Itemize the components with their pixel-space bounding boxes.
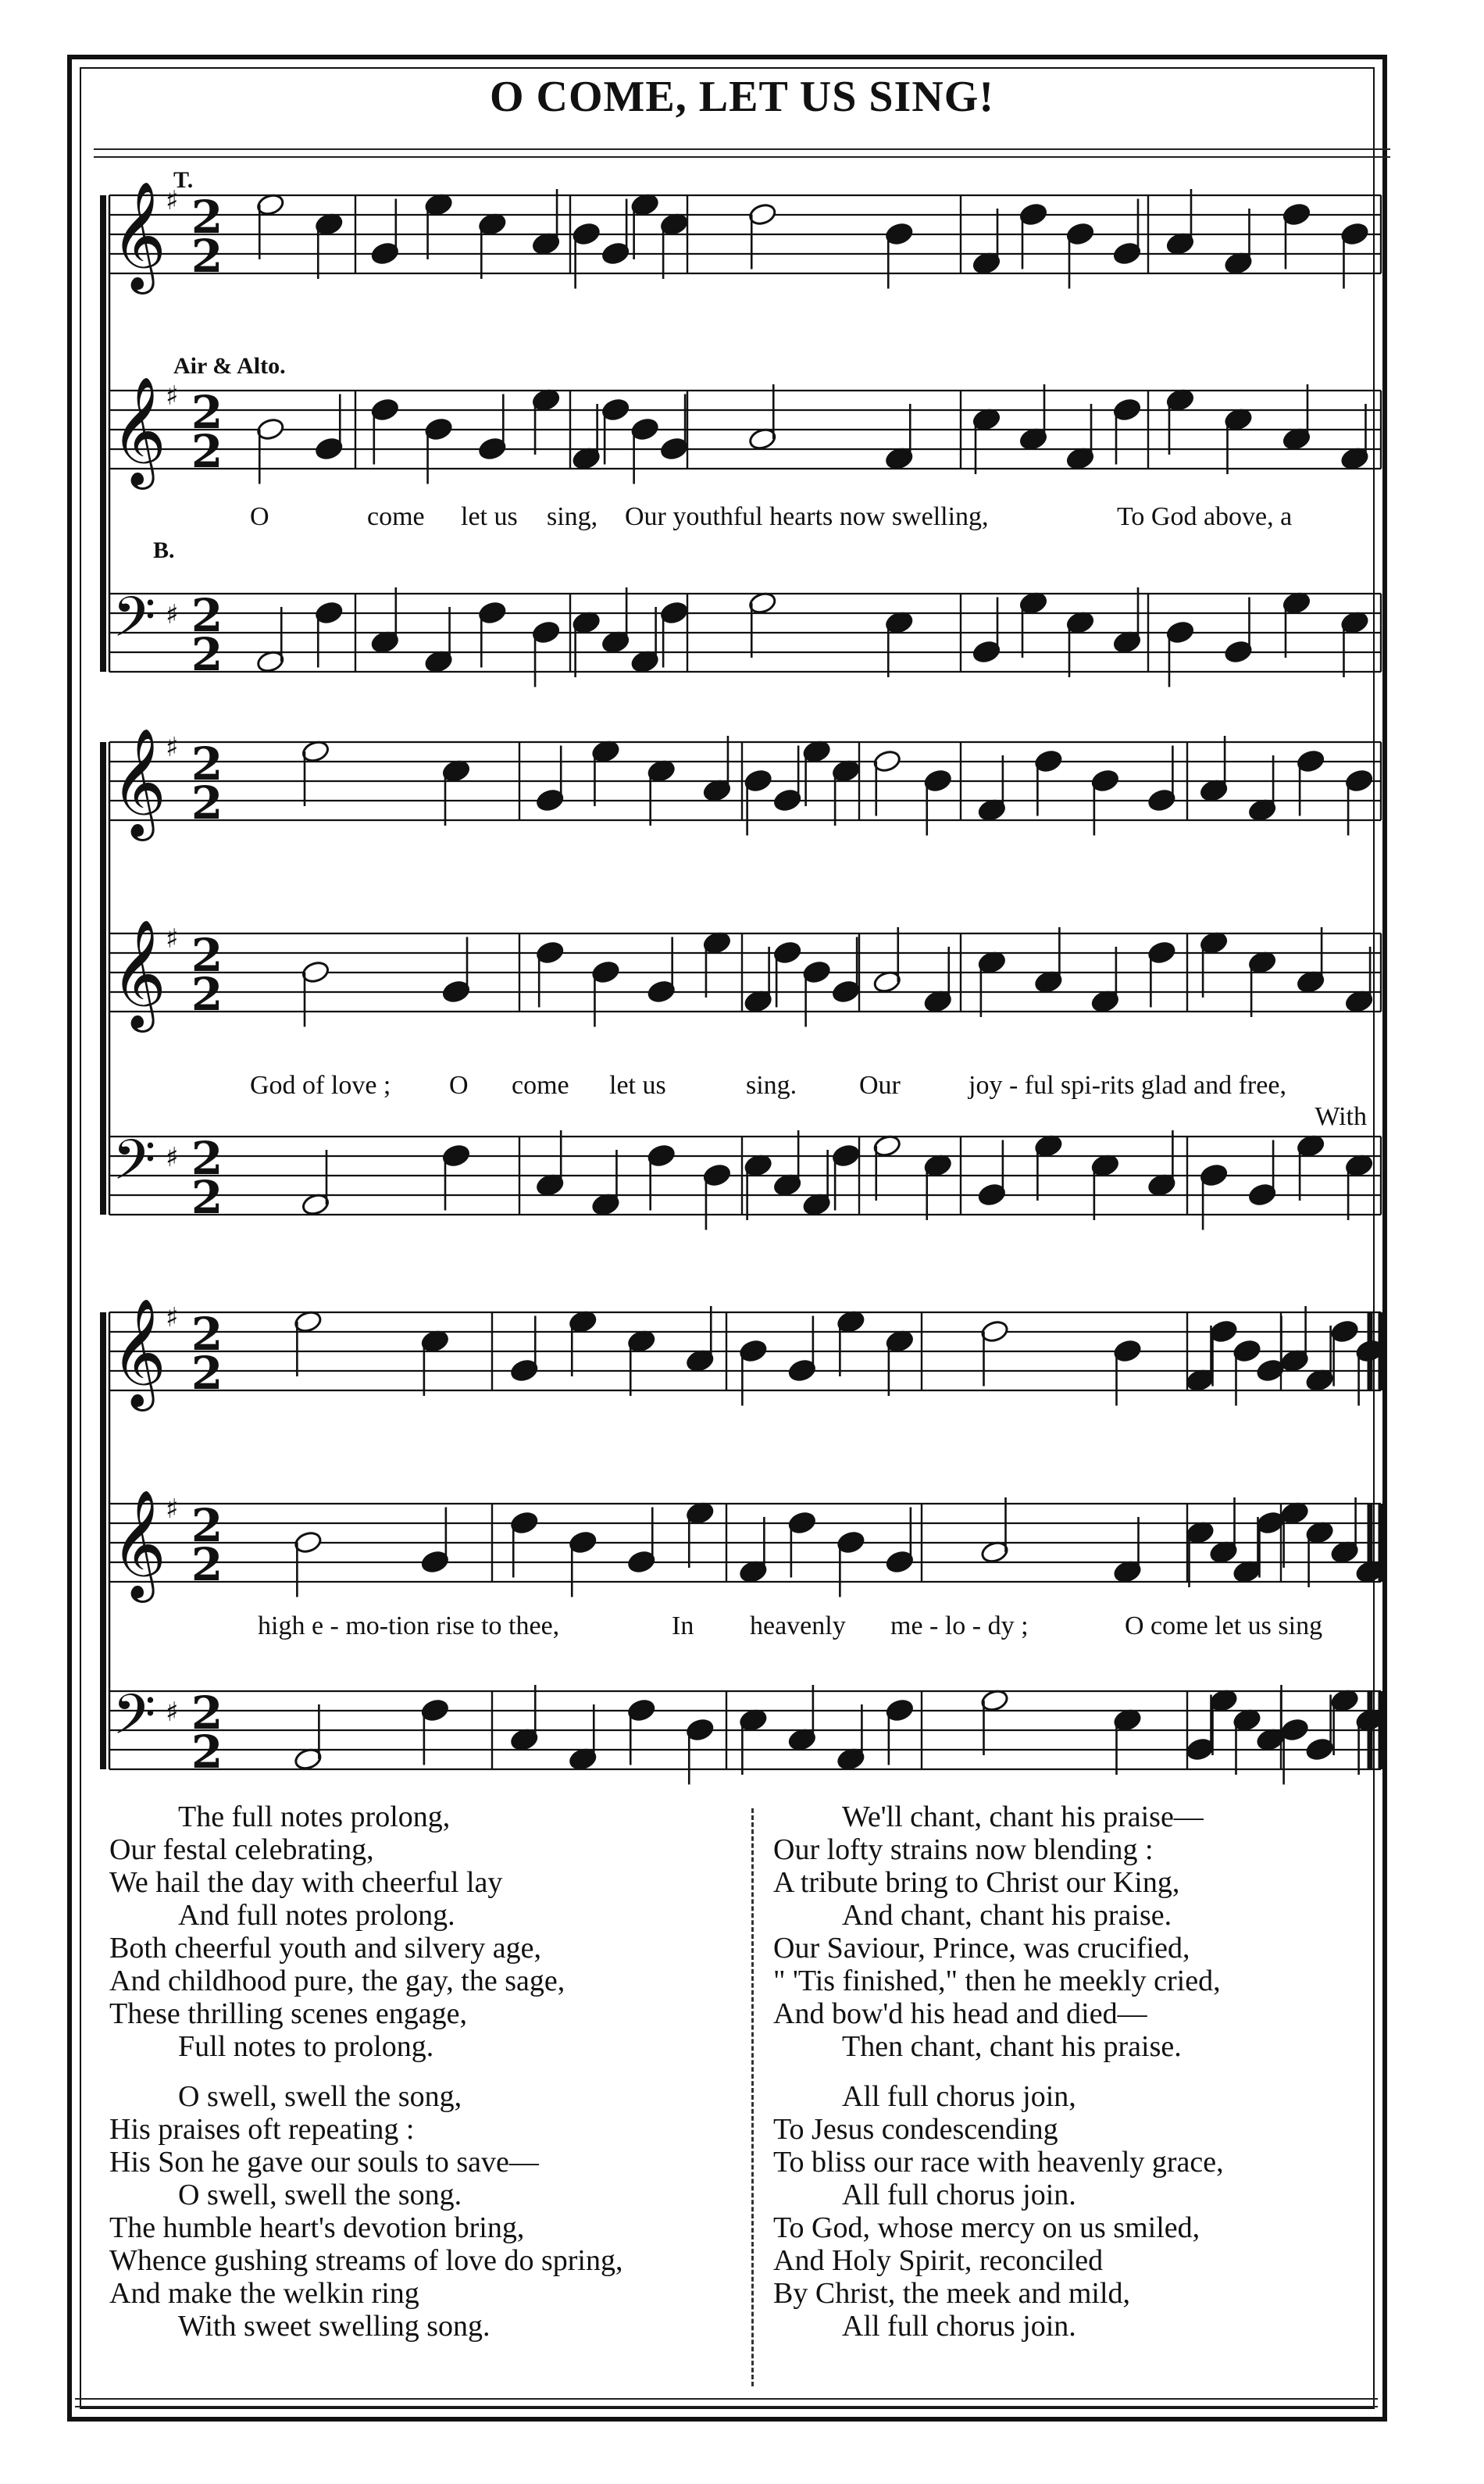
time-signature-bottom: 2 (191, 1726, 223, 1779)
lyric-word: To God above, a (1117, 502, 1293, 531)
verse-line: All full chorus join. (842, 2310, 1076, 2343)
treble-clef-icon: 𝄞 (111, 1490, 166, 1598)
verse-line: His Son he gave our souls to save— (109, 2146, 539, 2179)
verse-line: All full chorus join. (842, 2179, 1076, 2211)
verse-column-right (773, 1801, 1414, 2360)
lyric-word: O (250, 502, 269, 531)
verse-line: And full notes prolong. (178, 1899, 455, 1932)
time-signature-top: 2 (191, 1686, 223, 1740)
lyric-word: In (672, 1611, 694, 1640)
stanza (773, 2080, 1414, 2343)
stanza (773, 1801, 1414, 2063)
time-signature-bottom: 2 (191, 1347, 223, 1400)
time-signature-bottom: 2 (191, 776, 223, 830)
bass-clef-icon: 𝄢 (112, 585, 156, 663)
verse-line: The full notes prolong, (178, 1801, 451, 1833)
verse-line: Our festal celebrating, (109, 1833, 374, 1866)
sharp-icon: ♯ (166, 1142, 179, 1173)
lyric-word: Our youthful hearts now swelling, (625, 502, 989, 531)
sharp-icon: ♯ (166, 1302, 179, 1333)
lyric-word: let us (461, 502, 518, 531)
verse-line: A tribute bring to Christ our King, (773, 1866, 1180, 1899)
verse-line: O swell, swell the song, (178, 2080, 462, 2113)
verse-line: To God, whose mercy on us smiled, (773, 2211, 1200, 2244)
treble-clef-icon: 𝄞 (111, 1298, 166, 1407)
verse-column-left (109, 1801, 750, 2360)
treble-clef-icon: 𝄞 (111, 377, 166, 485)
verse-line: These thrilling scenes engage, (109, 1997, 467, 2030)
lyric-word: me - lo - dy ; (890, 1611, 1029, 1640)
verse-line: Our Saviour, Prince, was crucified, (773, 1932, 1190, 1965)
verse-line: To Jesus condescending (773, 2113, 1058, 2146)
sharp-icon: ♯ (166, 923, 179, 955)
verse-line: And make the welkin ring (109, 2277, 419, 2310)
verse-line: Whence gushing streams of love do spring, (109, 2244, 623, 2277)
sharp-icon: ♯ (166, 732, 179, 763)
lyric-word: With (1315, 1102, 1367, 1131)
sharp-icon: ♯ (166, 1494, 179, 1525)
stanza (109, 1801, 750, 2063)
verse-line: Then chant, chant his praise. (842, 2030, 1182, 2063)
verse-line: And Holy Spirit, reconciled (773, 2244, 1104, 2277)
lyric-word: O come let us sing (1125, 1611, 1323, 1640)
verse-line: To bliss our race with heavenly grace, (773, 2146, 1224, 2179)
lyric-word: come (367, 502, 425, 531)
verse-line: The humble heart's devotion bring, (109, 2211, 525, 2244)
page-title: O COME, LET US SING! (490, 73, 994, 121)
bottom-rule (75, 2398, 1378, 2407)
time-signature-top: 2 (191, 386, 223, 439)
verse-line: We'll chant, chant his praise— (842, 1801, 1204, 1833)
treble-clef-icon: 𝄞 (111, 181, 166, 290)
verse-line: O swell, swell the song. (178, 2179, 462, 2211)
time-signature-bottom: 2 (191, 230, 223, 283)
lyric-word: God of love ; (250, 1071, 391, 1100)
sharp-icon: ♯ (166, 185, 179, 216)
verse-line: And chant, chant his praise. (842, 1899, 1172, 1932)
lyric-word: high e - mo-tion rise to thee, (258, 1611, 560, 1640)
time-signature-top: 2 (191, 1308, 223, 1361)
time-signature-top: 2 (191, 737, 223, 791)
time-signature-top: 2 (191, 589, 223, 642)
lyric-word: heavenly (750, 1611, 846, 1640)
lyric-word: joy - ful spi-rits glad and free, (969, 1071, 1286, 1100)
time-signature-bottom: 2 (191, 968, 223, 1021)
part-label-air-alto: Air & Alto. (173, 353, 286, 379)
lyric-word: let us (609, 1071, 666, 1100)
time-signature-top: 2 (191, 191, 223, 244)
verse-line: All full chorus join, (842, 2080, 1076, 2113)
bass-clef-icon: 𝄢 (112, 1683, 156, 1761)
verse-line: By Christ, the meek and mild, (773, 2277, 1131, 2310)
time-signature-bottom: 2 (191, 628, 223, 681)
time-signature-top: 2 (191, 929, 223, 982)
sharp-icon: ♯ (166, 599, 179, 630)
treble-clef-icon: 𝄞 (111, 728, 166, 837)
time-signature-bottom: 2 (191, 425, 223, 478)
verse-line: And childhood pure, the gay, the sage, (109, 1965, 565, 1997)
verses-section (94, 1801, 1390, 2394)
stanza (109, 2080, 750, 2343)
verse-line: Both cheerful youth and silvery age, (109, 1932, 541, 1965)
part-label-tenor: T. (173, 167, 194, 193)
verse-line: " 'Tis finished," then he meekly cried, (773, 1965, 1221, 1997)
verse-divider (751, 1808, 754, 2386)
verse-line: We hail the day with cheerful lay (109, 1866, 503, 1899)
lyric-word: O (449, 1071, 469, 1100)
part-label-bass: B. (153, 537, 175, 563)
verse-line: Our lofty strains now blending : (773, 1833, 1154, 1866)
verse-line: And bow'd his head and died— (773, 1997, 1147, 2030)
sharp-icon: ♯ (166, 380, 179, 412)
time-signature-bottom: 2 (191, 1171, 223, 1224)
bass-clef-icon: 𝄢 (112, 1128, 156, 1206)
verse-line: Full notes to prolong. (178, 2030, 434, 2063)
time-signature-bottom: 2 (191, 1538, 223, 1591)
time-signature-top: 2 (191, 1499, 223, 1552)
treble-clef-icon: 𝄞 (111, 919, 166, 1028)
lyric-word: come (512, 1071, 569, 1100)
lyric-word: sing, (547, 502, 598, 531)
lyric-word: Our (859, 1071, 901, 1100)
time-signature-top: 2 (191, 1132, 223, 1185)
sharp-icon: ♯ (166, 1697, 179, 1728)
lyric-word: sing. (746, 1071, 797, 1100)
verse-line: With sweet swelling song. (178, 2310, 491, 2343)
verse-line: His praises oft repeating : (109, 2113, 415, 2146)
